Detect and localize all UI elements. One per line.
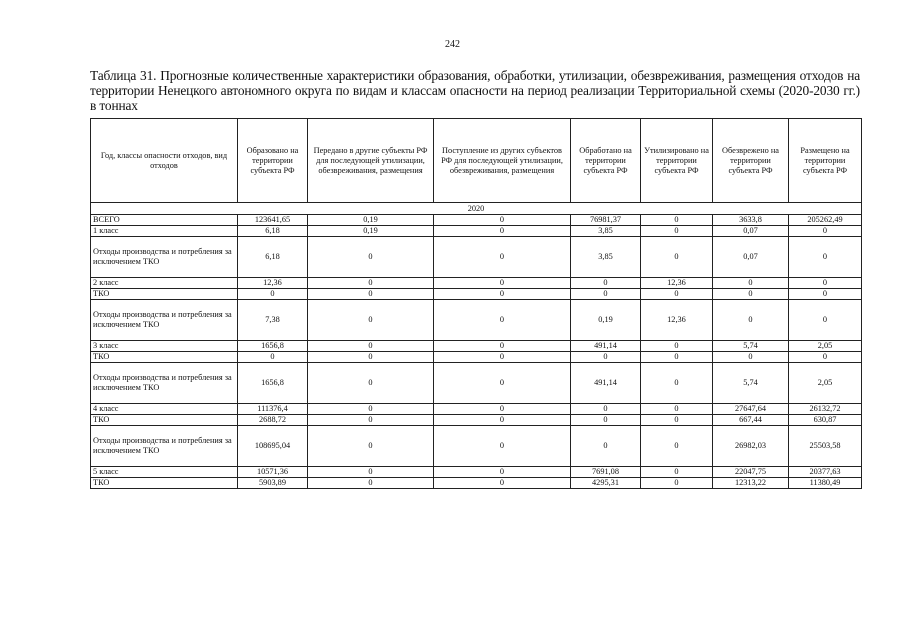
value-cell: 0 <box>641 404 713 415</box>
value-cell: 0 <box>641 363 713 404</box>
value-cell: 0,07 <box>713 226 789 237</box>
value-cell: 0 <box>641 426 713 467</box>
value-cell: 7691,08 <box>571 467 641 478</box>
value-cell: 0 <box>308 352 434 363</box>
value-cell: 0 <box>641 289 713 300</box>
value-cell: 0 <box>308 289 434 300</box>
value-cell: 0 <box>308 467 434 478</box>
value-cell: 0,07 <box>713 237 789 278</box>
value-cell: 1656,8 <box>238 363 308 404</box>
value-cell: 0 <box>434 415 571 426</box>
value-cell: 0 <box>713 278 789 289</box>
row-label: 5 класс <box>91 467 238 478</box>
value-cell: 20377,63 <box>789 467 862 478</box>
value-cell: 0 <box>434 278 571 289</box>
header-cell: Обработано на территории субъекта РФ <box>571 119 641 203</box>
value-cell: 12313,22 <box>713 478 789 489</box>
value-cell: 0 <box>641 478 713 489</box>
row-label: 1 класс <box>91 226 238 237</box>
value-cell: 26132,72 <box>789 404 862 415</box>
value-cell: 7,38 <box>238 300 308 341</box>
table-row <box>91 478 862 489</box>
header-row <box>91 119 862 203</box>
value-cell: 26982,03 <box>713 426 789 467</box>
value-cell: 0 <box>641 237 713 278</box>
value-cell: 0 <box>789 278 862 289</box>
table-row <box>91 415 862 426</box>
value-cell: 0 <box>308 404 434 415</box>
value-cell: 0,19 <box>308 215 434 226</box>
value-cell: 5,74 <box>713 363 789 404</box>
value-cell: 12,36 <box>641 278 713 289</box>
value-cell: 0 <box>434 215 571 226</box>
value-cell: 27647,64 <box>713 404 789 415</box>
value-cell: 123641,65 <box>238 215 308 226</box>
value-cell: 3,85 <box>571 226 641 237</box>
value-cell: 4295,31 <box>571 478 641 489</box>
table-row <box>91 426 862 467</box>
value-cell: 0 <box>641 341 713 352</box>
value-cell: 0 <box>641 215 713 226</box>
value-cell: 1656,8 <box>238 341 308 352</box>
header-cell: Поступление из других субъектов РФ для последующей утилизации, обезвреживания, размещения <box>434 119 571 203</box>
value-cell: 6,18 <box>238 237 308 278</box>
table-row <box>91 226 862 237</box>
value-cell: 0 <box>308 300 434 341</box>
value-cell: 0 <box>434 289 571 300</box>
table-row <box>91 237 862 278</box>
value-cell: 0 <box>571 289 641 300</box>
value-cell: 0 <box>713 289 789 300</box>
value-cell: 3633,8 <box>713 215 789 226</box>
value-cell: 76981,37 <box>571 215 641 226</box>
value-cell: 0 <box>434 467 571 478</box>
value-cell: 0 <box>308 415 434 426</box>
value-cell: 0 <box>308 278 434 289</box>
value-cell: 0 <box>789 352 862 363</box>
table-row <box>91 300 862 341</box>
table-caption: Таблица 31. Прогнозные количественные характеристики образования, обработки, утилизации, обезвреживания, размещения отходов на территории Ненецкого автономного округа по видам и классам опасности на период реализации Территориальной схемы (2020-2030 гг.) в тоннах <box>90 68 860 113</box>
value-cell: 12,36 <box>238 278 308 289</box>
value-cell: 2688,72 <box>238 415 308 426</box>
row-label: Отходы производства и потребления за исключением ТКО <box>91 363 238 404</box>
value-cell: 111376,4 <box>238 404 308 415</box>
value-cell: 0 <box>571 404 641 415</box>
value-cell: 0 <box>434 237 571 278</box>
header-cell: Образовано на территории субъекта РФ <box>238 119 308 203</box>
value-cell: 12,36 <box>641 300 713 341</box>
value-cell: 0 <box>434 341 571 352</box>
row-label: 2 класс <box>91 278 238 289</box>
value-cell: 491,14 <box>571 363 641 404</box>
table-row <box>91 215 862 226</box>
row-label: ВСЕГО <box>91 215 238 226</box>
row-label: 4 класс <box>91 404 238 415</box>
table-row <box>91 289 862 300</box>
value-cell: 0 <box>308 426 434 467</box>
value-cell: 0 <box>789 289 862 300</box>
value-cell: 0 <box>571 415 641 426</box>
value-cell: 0,19 <box>308 226 434 237</box>
value-cell: 205262,49 <box>789 215 862 226</box>
header-cell: Передано в другие субъекты РФ для последующей утилизации, обезвреживания, размещения <box>308 119 434 203</box>
row-label: ТКО <box>91 478 238 489</box>
value-cell: 10571,36 <box>238 467 308 478</box>
value-cell: 0 <box>434 404 571 415</box>
value-cell: 0 <box>308 237 434 278</box>
value-cell: 0 <box>713 300 789 341</box>
value-cell: 2,05 <box>789 363 862 404</box>
value-cell: 0 <box>571 278 641 289</box>
value-cell: 0 <box>434 426 571 467</box>
value-cell: 3,85 <box>571 237 641 278</box>
value-cell: 108695,04 <box>238 426 308 467</box>
row-label: ТКО <box>91 415 238 426</box>
waste-forecast-table <box>90 118 862 489</box>
value-cell: 25503,58 <box>789 426 862 467</box>
value-cell: 22047,75 <box>713 467 789 478</box>
header-cell: Утилизировано на территории субъекта РФ <box>641 119 713 203</box>
table-row <box>91 278 862 289</box>
value-cell: 0 <box>571 352 641 363</box>
value-cell: 0 <box>789 237 862 278</box>
value-cell: 630,87 <box>789 415 862 426</box>
value-cell: 0 <box>641 226 713 237</box>
header-cell: Обезврежено на территории субъекта РФ <box>713 119 789 203</box>
value-cell: 2,05 <box>789 341 862 352</box>
value-cell: 0 <box>308 478 434 489</box>
value-cell: 11380,49 <box>789 478 862 489</box>
value-cell: 5,74 <box>713 341 789 352</box>
table-row <box>91 352 862 363</box>
row-label: Отходы производства и потребления за исключением ТКО <box>91 426 238 467</box>
header-cell: Год, классы опасности отходов, вид отходов <box>91 119 238 203</box>
value-cell: 0 <box>434 226 571 237</box>
table-row <box>91 363 862 404</box>
value-cell: 0 <box>789 226 862 237</box>
value-cell: 491,14 <box>571 341 641 352</box>
value-cell: 0 <box>308 341 434 352</box>
value-cell: 0 <box>434 352 571 363</box>
value-cell: 0 <box>238 289 308 300</box>
page-number: 242 <box>445 39 460 50</box>
year-row <box>91 203 862 215</box>
value-cell: 0 <box>571 426 641 467</box>
row-label: ТКО <box>91 289 238 300</box>
value-cell: 0 <box>641 415 713 426</box>
value-cell: 6,18 <box>238 226 308 237</box>
table-row <box>91 341 862 352</box>
table-row <box>91 467 862 478</box>
value-cell: 0 <box>641 467 713 478</box>
row-label: ТКО <box>91 352 238 363</box>
row-label: Отходы производства и потребления за исключением ТКО <box>91 300 238 341</box>
table-row <box>91 404 862 415</box>
value-cell: 0 <box>238 352 308 363</box>
header-cell: Размещено на территории субъекта РФ <box>789 119 862 203</box>
value-cell: 0 <box>434 363 571 404</box>
year-cell: 2020 <box>91 203 862 215</box>
value-cell: 5903,89 <box>238 478 308 489</box>
value-cell: 0 <box>789 300 862 341</box>
value-cell: 0 <box>713 352 789 363</box>
value-cell: 0 <box>641 352 713 363</box>
value-cell: 0,19 <box>571 300 641 341</box>
value-cell: 0 <box>308 363 434 404</box>
value-cell: 667,44 <box>713 415 789 426</box>
value-cell: 0 <box>434 300 571 341</box>
value-cell: 0 <box>434 478 571 489</box>
row-label: Отходы производства и потребления за исключением ТКО <box>91 237 238 278</box>
row-label: 3 класс <box>91 341 238 352</box>
